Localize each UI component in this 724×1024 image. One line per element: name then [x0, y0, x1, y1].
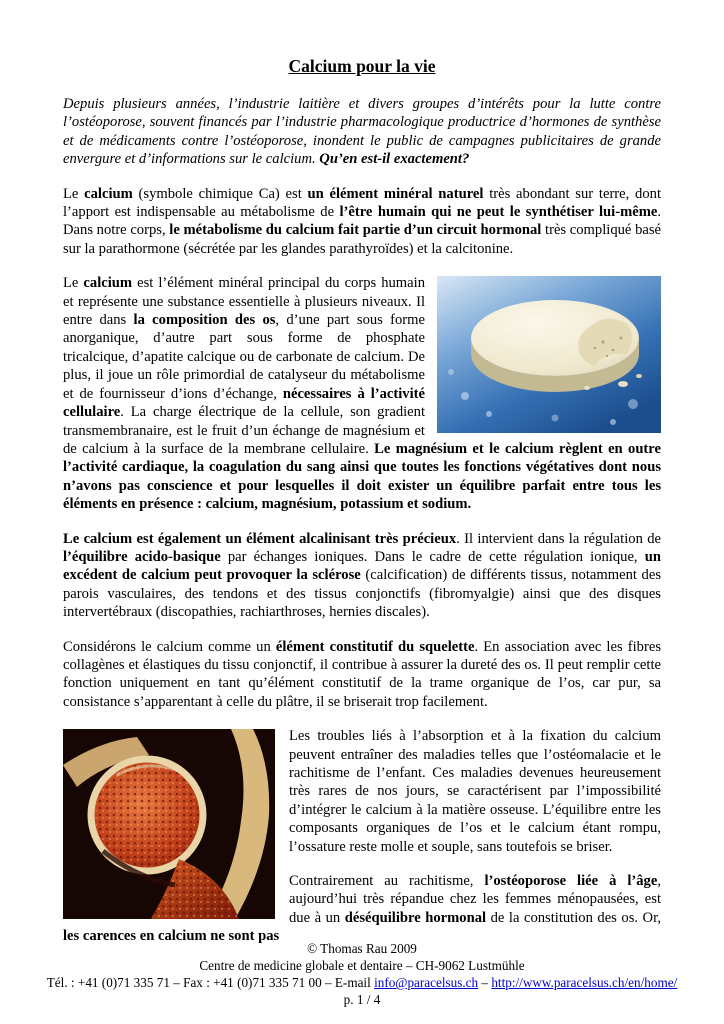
paragraph-skeleton [63, 638, 661, 712]
text-run: Qu’en est-il exactement? [319, 151, 470, 168]
text-run: par échanges ioniques. Dans le cadre de cette régulation ionique, [220, 548, 645, 565]
text-run: très compliqué basé sur la parathormone (sécrétée par les glandes parathyroïdes) et la calcitonine. [63, 222, 661, 257]
paragraph-intro [63, 95, 661, 169]
text-run: l’ostéoporose liée à l’âge [484, 873, 658, 890]
footer-contact-line [0, 974, 724, 991]
text-run: un excédent de calcium peut provoquer la sclérose [63, 548, 661, 584]
paragraph-calcium-element [63, 185, 661, 259]
text-run: Le [63, 275, 84, 292]
text-run: très abondant sur terre, dont l’apport est indispensable au métabolisme de [63, 185, 661, 221]
page-title: Calcium pour la vie [288, 56, 436, 76]
text-run: , d’une part sous forme anorganique, d’autre part sous forme de phosphate tricalcique, d’apatite calcique ou de carbonate de calcium. De plus, il joue un rôle primordial de catalyseur du métabolisme et de fournisseur d’ions d’échange, [63, 312, 425, 402]
text-run: . La charge électrique de la cellule, son gradient transmembranaire, est le fruit d’un échange de magnésium et de calcium à la surface de la membrane cellulaire. [63, 404, 425, 457]
text-run: l’équilibre acido-basique [63, 548, 221, 565]
text-run: . Il intervient dans la régulation de [456, 530, 661, 547]
text-run: Tél. : +41 (0)71 335 71 – Fax : +41 (0)71 335 71 00 – E-mail [46, 975, 375, 990]
text-run: calcium [84, 185, 133, 202]
text-run: calcium [83, 275, 133, 292]
footer-copyright: © Thomas Rau 2009 [307, 941, 417, 956]
text-run: Les troubles liés à l’absorption et à la fixation du calcium peuvent entraîner des maladies telles que l’ostéomalacie et le rachitisme de l’enfant. Ces maladies devenues heureusement très rares de nos jours, se caractérisent par l’impossibilité d’intégrer le calcium à la matière osseuse. L’équilibre entre les composants organiques de l’os et le calcium étant rompu, l’ossature reste molle et souple, sans toutefois se briser. [289, 728, 661, 855]
bone-section-photo [63, 729, 275, 919]
text-run: . Dans notre corps, [63, 204, 661, 239]
text-run: , aujourd’hui très répandue chez les femmes ménopausées, est due à un [289, 873, 661, 926]
text-run: Considérons le calcium comme un [63, 638, 276, 655]
text-run: Le [63, 185, 85, 202]
text-run: Depuis plusieurs années, l’industrie laitière et divers groupes d’intérêts pour la lutte contre l’ostéoporose, souvent financés par l’industrie pharmacologique productrice d’hormones de synthèse et de médicaments contre l’ostéoporose, inondent le public de campagnes publicitaires de grande envergure et d’informations sur le calcium. [63, 96, 661, 168]
text-run: élément constitutif du squelette [275, 638, 475, 655]
calcium-tablet-photo [437, 276, 661, 433]
text-run: les carences en calcium ne sont pas [63, 928, 280, 945]
text-run: la composition des os [133, 312, 276, 329]
text-run: (calcification) de différents tissus, notamment des parois vasculaires, des tendons et des tissus conjonctifs (fibromyalgie) ainsi que des disques intervertébraux (discopathies, rachiarthroses, hernies discales). [63, 567, 662, 621]
text-run: est l’élément minéral principal du corps humain et représente une substance essentielle à plusieurs niveaux. Il entre dans [63, 275, 425, 329]
text-run: Contrairement au rachitisme, [289, 873, 485, 890]
email-link[interactable]: info@paracelsus.ch [374, 975, 479, 990]
text-run: (symbole chimique Ca) est [132, 185, 308, 202]
text-run: nécessaires à l’activité cellulaire [63, 385, 425, 421]
section-with-tablet-photo [63, 274, 661, 529]
text-run: – [478, 975, 492, 990]
text-run: le métabolisme du calcium fait partie d’un circuit hormonal [169, 222, 542, 239]
text-run: déséquilibre hormonal [344, 909, 487, 926]
footer-page-number: p. 1 / 4 [343, 992, 381, 1007]
text-run: l’être humain qui ne peut le synthétiser lui-même [339, 204, 658, 221]
paragraph-alkalizing [63, 530, 661, 622]
text-run: . En association avec les fibres collagènes et élastiques du tissu conjonctif, il contribue à assurer la dureté des os. Il peut remplir cette fonction uniquement en tant qu’élément constitutif de la trame organique de l’os, car pur, sa consistance s’apparentant à celle du plâtre, il se briserait trop facilement. [63, 638, 661, 710]
website-link[interactable]: http://www.paracelsus.ch/en/home/ [491, 975, 678, 990]
text-run: Le calcium est également un élément alcalinisant très précieux [63, 530, 457, 547]
text-run: un élément minéral naturel [307, 185, 484, 202]
text-run: Le magnésium et le calcium règlent en outre l’activité cardiaque, la coagulation du sang ainsi que toutes les fonctions végétatives dont nous n’avons pas conscience et pour lesquelles il doit exister un équilibre parfait entre tous les éléments en présence : calcium, magnésium, potassium et sodium. [63, 440, 661, 513]
footer-center-name: Centre de medicine globale et dentaire – CH-9062 Lustmühle [199, 958, 525, 973]
page-footer [0, 940, 724, 1008]
text-run: de la constitution des os. Or, [486, 909, 662, 926]
section-with-bone-photo [63, 727, 661, 961]
